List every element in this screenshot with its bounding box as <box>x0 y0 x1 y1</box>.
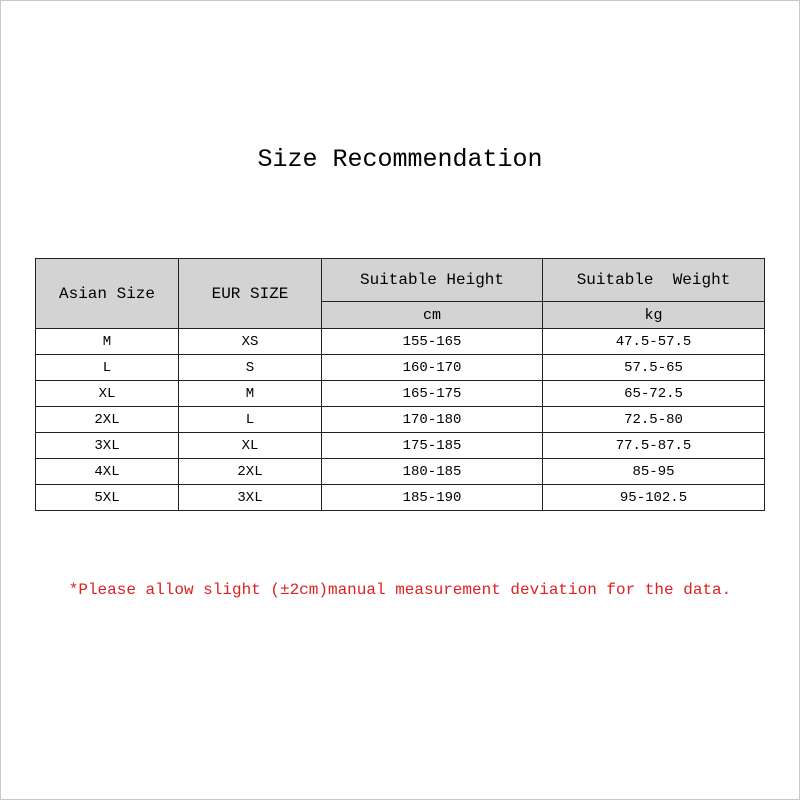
table-row <box>36 485 765 511</box>
header-height-unit: cm <box>322 302 543 329</box>
table-row <box>36 381 765 407</box>
table-row <box>36 407 765 433</box>
header-eur-size: EUR SIZE <box>179 259 322 329</box>
cell-weight: 77.5-87.5 <box>543 433 765 459</box>
measurement-note: *Please allow slight (±2cm)manual measurement deviation for the data. <box>68 581 732 599</box>
header-weight-unit: kg <box>543 302 765 329</box>
cell-asian-size: 3XL <box>36 433 179 459</box>
cell-height: 170-180 <box>322 407 543 433</box>
cell-weight: 65-72.5 <box>543 381 765 407</box>
size-chart-table <box>35 258 765 511</box>
cell-eur-size: 2XL <box>179 459 322 485</box>
cell-eur-size: M <box>179 381 322 407</box>
cell-eur-size: XL <box>179 433 322 459</box>
table-row <box>36 329 765 355</box>
table-row <box>36 355 765 381</box>
cell-weight: 85-95 <box>543 459 765 485</box>
cell-height: 175-185 <box>322 433 543 459</box>
table-row <box>36 433 765 459</box>
cell-height: 160-170 <box>322 355 543 381</box>
cell-asian-size: XL <box>36 381 179 407</box>
cell-eur-size: XS <box>179 329 322 355</box>
cell-asian-size: L <box>36 355 179 381</box>
cell-eur-size: 3XL <box>179 485 322 511</box>
cell-asian-size: 4XL <box>36 459 179 485</box>
cell-asian-size: 2XL <box>36 407 179 433</box>
cell-eur-size: L <box>179 407 322 433</box>
table-header-row <box>36 259 765 302</box>
cell-eur-size: S <box>179 355 322 381</box>
cell-weight: 95-102.5 <box>543 485 765 511</box>
cell-weight: 72.5-80 <box>543 407 765 433</box>
header-suitable-height: Suitable Height <box>322 259 543 302</box>
page-title: Size Recommendation <box>257 145 543 174</box>
header-suitable-weight: Suitable Weight <box>543 259 765 302</box>
table-row <box>36 459 765 485</box>
cell-height: 165-175 <box>322 381 543 407</box>
cell-height: 185-190 <box>322 485 543 511</box>
cell-asian-size: 5XL <box>36 485 179 511</box>
cell-height: 155-165 <box>322 329 543 355</box>
cell-asian-size: M <box>36 329 179 355</box>
table-body <box>36 329 765 511</box>
cell-weight: 47.5-57.5 <box>543 329 765 355</box>
cell-weight: 57.5-65 <box>543 355 765 381</box>
header-asian-size: Asian Size <box>36 259 179 329</box>
cell-height: 180-185 <box>322 459 543 485</box>
